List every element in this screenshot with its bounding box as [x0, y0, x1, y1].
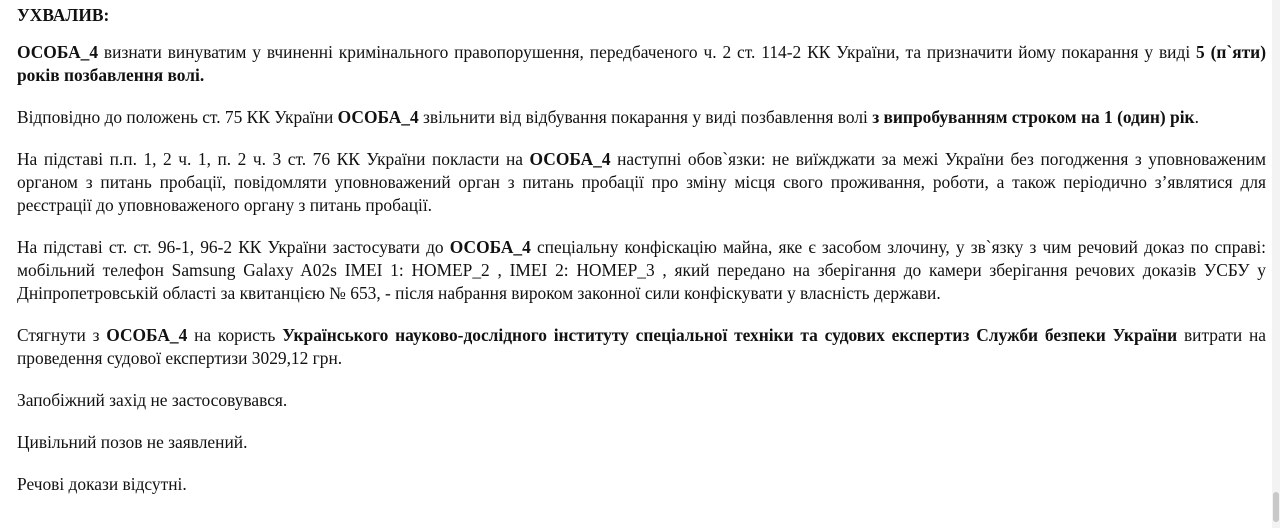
preventive-measure-paragraph: Запобіжний захід не застосовувався.: [17, 390, 288, 410]
paragraph-text: Стягнути з: [17, 325, 107, 345]
paragraph-text: наступні обов`язки: не виїжджати за межі України без погодження з уповноваженим органом з питань пробації, повідомляти уповноважений орган з питань пробації про зміну місця свого проживання, роботи, а також періодично з’являтися для реєстрації до уповноваженого органу з питань пробації.: [17, 149, 1266, 215]
paragraph-text: звільнити від відбування покарання у виді позбавлення волі: [418, 107, 873, 127]
scrollbar-thumb[interactable]: [1273, 492, 1279, 522]
paragraph-text: Відповідно до положень ст. 75 КК України: [17, 107, 338, 127]
person-name: ОСОБА_4: [17, 42, 99, 62]
person-name: ОСОБА_4: [449, 237, 531, 257]
probation-term: з випробуванням строком на 1 (один) рік: [872, 107, 1195, 127]
paragraph-text: На підставі п.п. 1, 2 ч. 1, п. 2 ч. 3 ст. 76 КК України покласти на: [17, 149, 530, 169]
paragraph-text: витрати на проведення судової експертизи 3029,12 грн.: [17, 325, 1266, 368]
obligations-paragraph: [17, 148, 1270, 217]
penalty-text: 5 (п`яти) років позбавлення волі.: [17, 42, 1266, 85]
decision-heading: УХВАЛИВ:: [17, 5, 110, 25]
civil-claim-paragraph: Цивільний позов не заявлений.: [17, 432, 248, 452]
evidence-paragraph: Речові докази відсутні.: [17, 474, 187, 494]
person-name: ОСОБА_4: [337, 107, 419, 127]
paragraph-text: визнати винуватим у вчиненні кримінального правопорушення, передбаченого ч. 2 ст. 114-2 КК України, та призначити йому покарання у виді: [98, 42, 1197, 62]
person-name: ОСОБА_4: [529, 149, 611, 169]
paragraph-text: на користь: [187, 325, 283, 345]
person-name: ОСОБА_4: [106, 325, 188, 345]
paragraph-text: На підставі ст. ст. 96-1, 96-2 КК України застосувати до: [17, 237, 450, 257]
paragraph-text: .: [1194, 107, 1199, 127]
probation-paragraph: [17, 106, 1270, 129]
institute-name: Українського науково-дослідного інституту спеціальної техніки та судових експертиз Служби безпеки України: [282, 325, 1178, 345]
paragraph-text: спеціальну конфіскацію майна, яке є засобом злочину, у зв`язку з чим речовий доказ по справі: мобільний телефон Samsung Galaxy A02s IMEI 1: НОМЕР_2 , IMEI 2: НОМЕР_3 , який передано на зберігання до камери зберігання речових доказів УСБУ у Дніпропетровській області за квитанцією № 653, - після набрання вироком законної сили конфіскувати у власність держави.: [17, 237, 1266, 303]
costs-paragraph: [17, 324, 1270, 370]
sentence-paragraph: [17, 41, 1270, 87]
confiscation-paragraph: [17, 236, 1270, 305]
vertical-scrollbar[interactable]: [1272, 0, 1280, 528]
